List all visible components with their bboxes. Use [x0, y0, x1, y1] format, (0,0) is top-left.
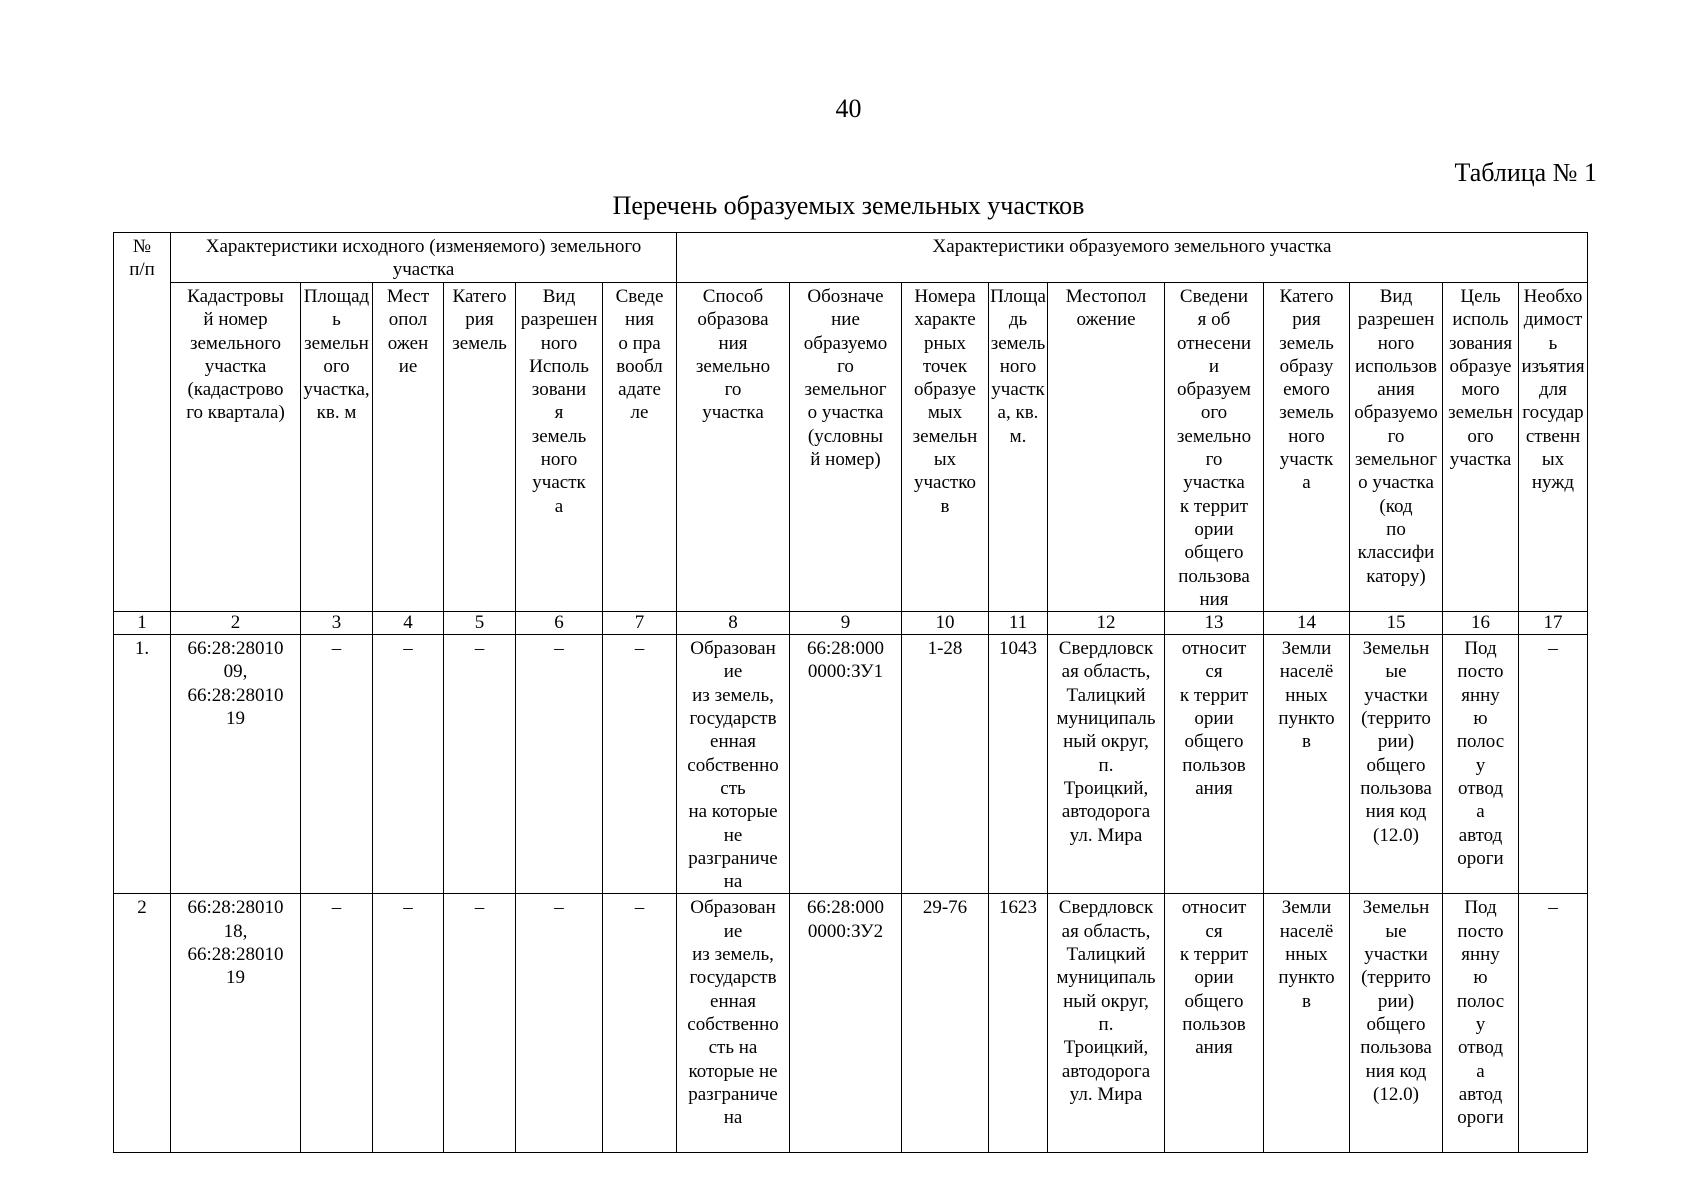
table-cell: –: [516, 635, 603, 894]
table-cell: Образован ие из земель, государств енная собственно сть на которые не разграниче на: [677, 894, 790, 1153]
header-cell: Вид разрешен ного Исполь зовани я земель ного участк а: [516, 283, 603, 612]
column-number: 5: [444, 612, 516, 635]
table-cell: относит ся к террит ории общего пользов ания: [1165, 894, 1264, 1153]
column-number: 6: [516, 612, 603, 635]
header-cell: Мест опол ожен ие: [373, 283, 444, 612]
table-cell: Земельн ые участки (террито рии) общего пользова ния код (12.0): [1350, 894, 1443, 1153]
group-header-source-plot: Характеристики исходного (изменяемого) земельного участка: [171, 233, 677, 283]
table-cell: Свердловск ая область, Талицкий муниципаль ный округ, п. Троицкий, автодорога ул. Мира: [1048, 894, 1165, 1153]
column-number: 4: [373, 612, 444, 635]
table-cell: 1-28: [902, 635, 989, 894]
column-number: 16: [1443, 612, 1519, 635]
column-number: 9: [790, 612, 902, 635]
group-header-new-plot: Характеристики образуемого земельного участка: [677, 233, 1588, 283]
land-plots-table: [113, 232, 1588, 1153]
table-cell: Земли населё нных пункто в: [1264, 635, 1350, 894]
table-cell: 66:28:28010 09, 66:28:28010 19: [171, 635, 301, 894]
header-cell: Катего рия земель образу емого земель ного участк а: [1264, 283, 1350, 612]
table-cell: –: [444, 894, 516, 1153]
column-number: 8: [677, 612, 790, 635]
column-number: 1: [114, 612, 171, 635]
header-cell: Площа дь земель ного участк а, кв. м.: [989, 283, 1048, 612]
table-cell: 29-76: [902, 894, 989, 1153]
header-cell: Сведе ния о пра вообл адате ле: [603, 283, 677, 612]
table-cell: 1623: [989, 894, 1048, 1153]
table-row: [114, 635, 1588, 894]
table-cell: –: [516, 894, 603, 1153]
table-caption: Таблица № 1: [1454, 158, 1597, 187]
column-header-row: [114, 283, 1588, 612]
table-cell: –: [603, 635, 677, 894]
column-number: 17: [1519, 612, 1588, 635]
table-cell: –: [301, 894, 373, 1153]
column-number: 14: [1264, 612, 1350, 635]
header-cell: Катего рия земель: [444, 283, 516, 612]
page-number: 40: [835, 94, 862, 123]
table-cell: –: [1519, 894, 1588, 1153]
header-cell: Способ образова ния земельно го участка: [677, 283, 790, 612]
table-cell: 66:28:28010 18, 66:28:28010 19: [171, 894, 301, 1153]
header-cell: Кадастровы й номер земельного участка (кадастрово го квартала): [171, 283, 301, 612]
table-title: Перечень образуемых земельных участков: [612, 191, 1085, 220]
table-cell: Земли населё нных пункто в: [1264, 894, 1350, 1153]
header-cell: Вид разрешен ного использов ания образуемо го земельног о участка (код по классифи катору): [1350, 283, 1443, 612]
group-header-row: [114, 233, 1588, 283]
header-cell: Местопол ожение: [1048, 283, 1165, 612]
table-cell: Под посто янну ю полос у отвод а автод ороги: [1443, 635, 1519, 894]
table-cell: 66:28:000 0000:ЗУ1: [790, 635, 902, 894]
table-cell: –: [603, 894, 677, 1153]
table-cell: –: [301, 635, 373, 894]
header-cell: Сведени я об отнесени и образуем ого земельно го участка к террит ории общего пользова ния: [1165, 283, 1264, 612]
header-cell: Площад ь земельн ого участка, кв. м: [301, 283, 373, 612]
table-cell: 1.: [114, 635, 171, 894]
header-cell: Обозначе ние образуемо го земельног о участка (условны й номер): [790, 283, 902, 612]
table-cell: 1043: [989, 635, 1048, 894]
column-number: 15: [1350, 612, 1443, 635]
column-number: 2: [171, 612, 301, 635]
table-cell: –: [373, 635, 444, 894]
column-number-row: [114, 612, 1588, 635]
header-row-number: № п/п: [114, 233, 171, 612]
table-cell: Под посто янну ю полос у отвод а автод ороги: [1443, 894, 1519, 1153]
column-number: 12: [1048, 612, 1165, 635]
table-cell: –: [373, 894, 444, 1153]
table-cell: 2: [114, 894, 171, 1153]
table-cell: относит ся к террит ории общего пользов ания: [1165, 635, 1264, 894]
column-number: 7: [603, 612, 677, 635]
table-cell: Земельн ые участки (террито рии) общего пользова ния код (12.0): [1350, 635, 1443, 894]
table-cell: –: [1519, 635, 1588, 894]
table-cell: Образован ие из земель, государств енная собственно сть на которые не разграниче на: [677, 635, 790, 894]
header-cell: Номера характе рных точек образуе мых земельн ых участко в: [902, 283, 989, 612]
table-cell: –: [444, 635, 516, 894]
table-cell: Свердловск ая область, Талицкий муниципаль ный округ, п. Троицкий, автодорога ул. Мира: [1048, 635, 1165, 894]
column-number: 10: [902, 612, 989, 635]
column-number: 3: [301, 612, 373, 635]
header-cell: Необхо димост ь изъятия для государ ственн ых нужд: [1519, 283, 1588, 612]
header-cell: Цель исполь зования образуе мого земельн ого участка: [1443, 283, 1519, 612]
table-cell: 66:28:000 0000:ЗУ2: [790, 894, 902, 1153]
column-number: 13: [1165, 612, 1264, 635]
table-row: [114, 894, 1588, 1153]
column-number: 11: [989, 612, 1048, 635]
